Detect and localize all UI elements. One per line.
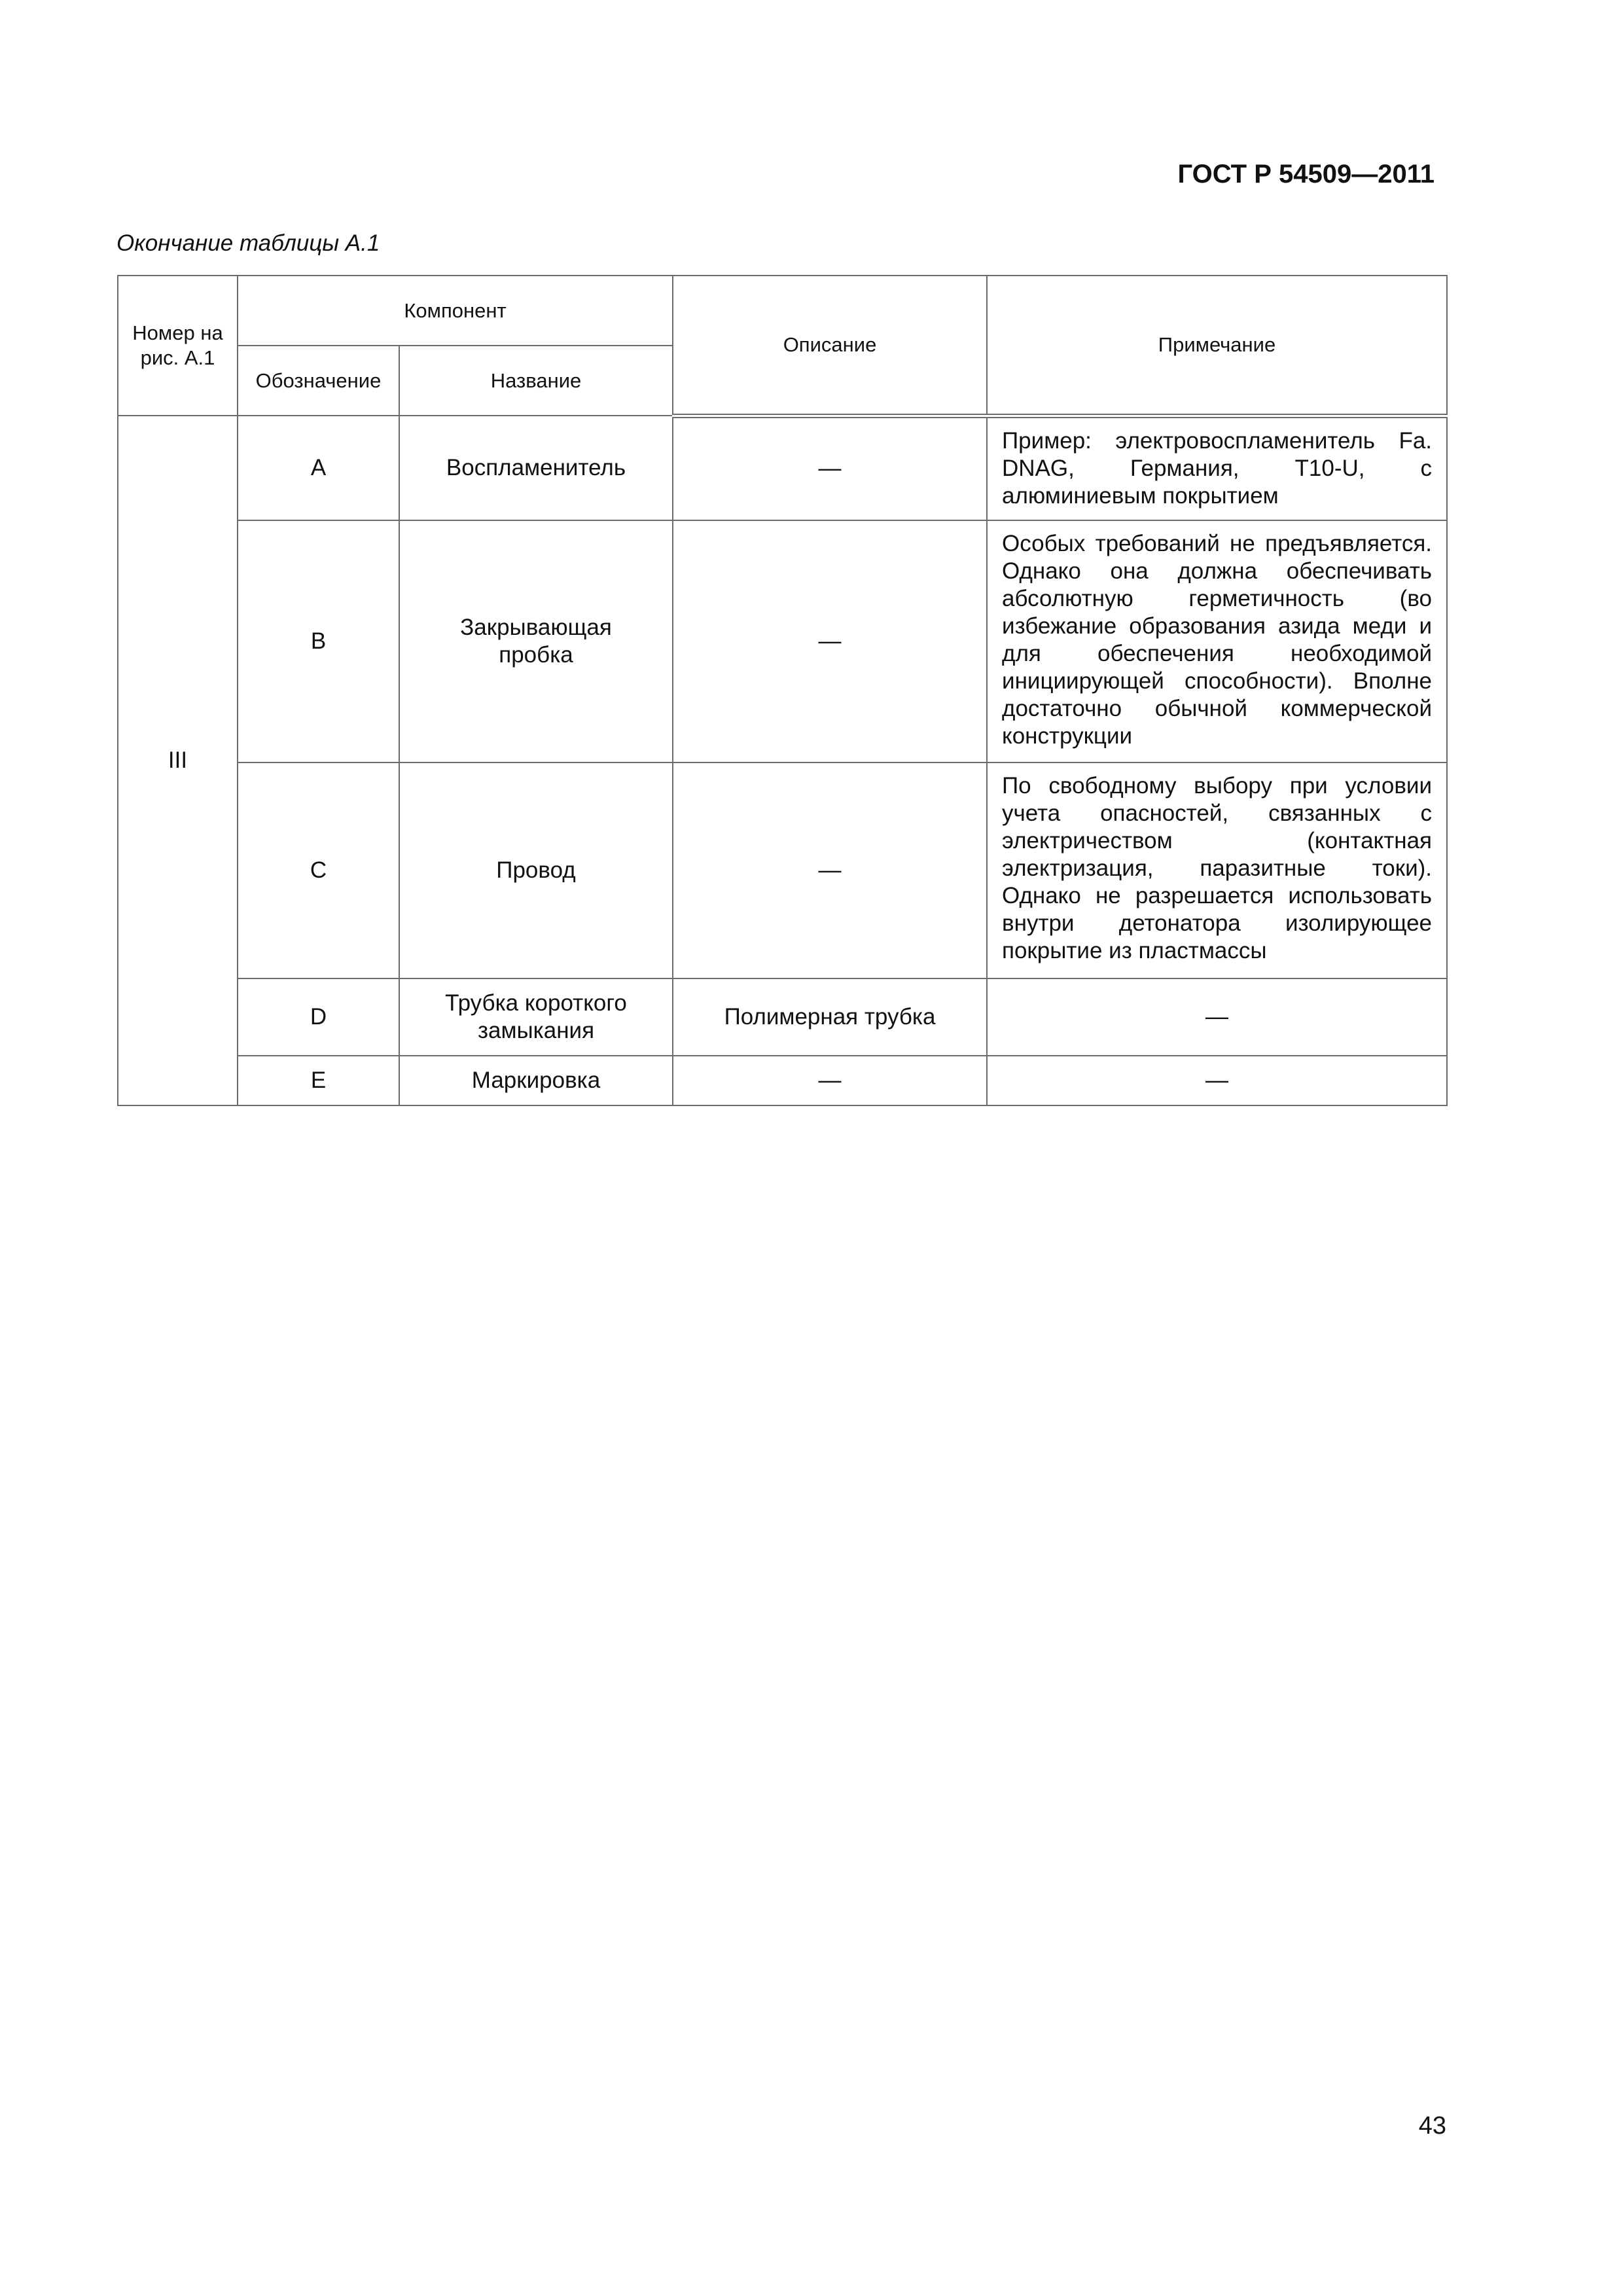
note-cell: Особых требований не предъявляется. Однако она должна обеспечивать абсолютную герметичность (во избежание образования азида меди и для обеспечения необходимой инициирующей способности). Вполне достаточно обычной коммерческой конструкции [987, 520, 1447, 762]
table-row [118, 520, 1447, 762]
name-cell: Провод [399, 762, 673, 978]
table-row [118, 416, 1447, 520]
group-number-cell: III [118, 416, 238, 1105]
name-cell: Трубка короткого замыкания [399, 978, 673, 1056]
document-header: ГОСТ Р 54509—2011 [1177, 160, 1435, 188]
note-cell: — [987, 978, 1447, 1056]
name-cell: Закрывающая пробка [399, 520, 673, 762]
table-row [118, 762, 1447, 978]
header-number: Номер на рис. А.1 [118, 276, 238, 416]
designation-cell: C [238, 762, 399, 978]
header-name: Название [399, 346, 673, 416]
description-cell: Полимерная трубка [673, 978, 987, 1056]
header-note: Примечание [987, 276, 1447, 416]
components-table [117, 275, 1448, 1106]
designation-cell: A [238, 416, 399, 520]
note-cell: Пример: электровоспламенитель Fa. DNAG, Германия, T10-U, с алюминиевым покрытием [987, 416, 1447, 520]
name-cell: Воспламенитель [399, 416, 673, 520]
designation-cell: B [238, 520, 399, 762]
designation-cell: D [238, 978, 399, 1056]
description-cell: — [673, 762, 987, 978]
header-designation: Обозначение [238, 346, 399, 416]
description-cell: — [673, 1056, 987, 1105]
name-cell: Маркировка [399, 1056, 673, 1105]
page-number: 43 [1418, 2112, 1446, 2140]
note-cell: По свободному выбору при условии учета опасностей, связанных с электричеством (контактная электризация, паразитные токи). Однако не разрешается использовать внутри детонатора изолирующее покрытие из пластмассы [987, 762, 1447, 978]
table-row [118, 1056, 1447, 1105]
header-description: Описание [673, 276, 987, 416]
header-component: Компонент [238, 276, 673, 346]
note-cell: — [987, 1056, 1447, 1105]
description-cell: — [673, 520, 987, 762]
description-cell: — [673, 416, 987, 520]
designation-cell: E [238, 1056, 399, 1105]
table-row [118, 978, 1447, 1056]
table-caption: Окончание таблицы А.1 [116, 230, 380, 256]
